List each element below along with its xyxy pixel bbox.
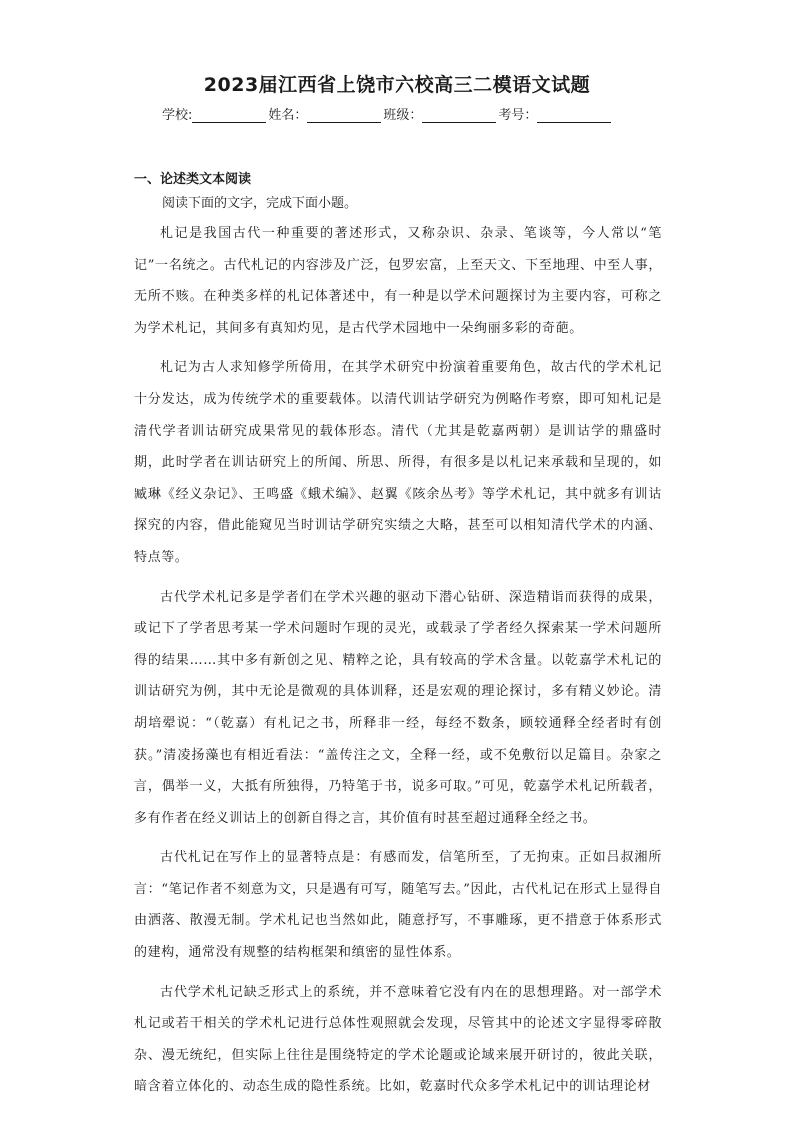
class-blank[interactable] <box>422 108 496 123</box>
school-blank[interactable] <box>192 108 266 123</box>
article-paragraph: 古代学术札记缺乏形式上的系统，并不意味着它没有内在的思想理路。对一部学术札记或若干相关的学术札记进行总体性观照就会发现，尽管其中的论述文字显得零碎散杂、漫无统纪，但实际上往往是围绕特定的学术论题或论域来展开研讨的，彼此关联，暗含着立体化的、动态生成的隐性系统。比如，乾嘉时代众多学术札记中的训诂理论材 <box>134 984 662 1095</box>
article-paragraph: 古代札记在写作上的显著特点是：有感而发，信笔所至，了无拘束。正如吕叔湘所言：“笔记作者不刻意为文，只是遇有可写，随笔写去。”因此，古代札记在形式上显得自由洒落、散漫无制。学术札记也当然如此，随意抒写，不事雕琢，更不措意于体系形式的建构，通常没有规整的结构框架和缜密的显性体系。 <box>134 850 662 961</box>
reading-instruction: 阅读下面的文字，完成下面小题。 <box>162 196 358 211</box>
exam-number-field <box>498 104 613 123</box>
article-paragraph: 札记是我国古代一种重要的著述形式，又称杂识、杂录、笔谈等，今人常以“笔记”一名统之。古代札记的内容涉及广泛，包罗宏富，上至天文、下至地理、中至人事，无所不赅。在种类多样的札记体著述中，有一种是以学术问题探讨为主要内容，可称之为学术札记，其间多有真知灼见，是古代学术园地中一朵绚丽多彩的奇葩。 <box>134 226 662 336</box>
page-title: 2023届江西省上饶市六校高三二模语文试题 <box>203 74 591 96</box>
article-paragraph: 札记为古人求知修学所倚用，在其学术研究中扮演着重要角色，故古代的学术札记十分发达，成为传统学术的重要载体。以清代训诂学研究为例略作考察，即可知札记是清代学者训诂研究成果常见的载体形态。清代（尤其是乾嘉两朝）是训诂学的鼎盛时期，此时学者在训诂研究上的所闻、所思、所得，有很多是以札记来承载和呈现的，如臧琳《经义杂记》、王鸣盛《蛾术编》、赵翼《陔余丛考》等学术札记，其中就多有训诂探究的内容，借此能窥见当时训诂学研究实绩之大略，甚至可以相知清代学术的内涵、特点等。 <box>134 360 662 565</box>
exam-number-label: 考号： <box>498 108 538 123</box>
article-paragraph: 古代学术札记多是学者们在学术兴趣的驱动下潜心钻研、深造精诣而获得的成果，或记下了学者思考某一学术问题时乍现的灵光，或载录了学者经久探索某一学术问题所得的结果……其中多有新创之见、精粹之论，具有较高的学术含量。以乾嘉学术札记的训诂研究为例，其中无论是微观的具体训释，还是宏观的理论探讨，多有精义妙论。清胡培翚说：“（乾嘉）有札记之书，所释非一经，每经不数条，顾较通释全经者时有创获。”清凌扬藻也有相近看法：“盖传注之文，全释一经，或不免敷衍以足篇目。杂家之言，偶举一义，大抵有所独得，乃特笔于书，说多可取。”可见，乾嘉学术札记所载者，多有作者在经义训诂上的创新自得之言，其价值有时甚至超过通释全经之书。 <box>134 589 662 826</box>
name-blank[interactable] <box>307 108 381 123</box>
school-field <box>162 104 268 123</box>
student-info-line <box>162 104 613 123</box>
class-label: 班级： <box>383 108 423 123</box>
name-label: 姓名： <box>268 108 308 123</box>
school-label: 学校: <box>162 108 193 123</box>
exam-number-blank[interactable] <box>537 108 611 123</box>
article-body <box>134 218 662 1111</box>
class-field <box>383 104 498 123</box>
name-field <box>268 104 383 123</box>
section-heading: 一、论述类文本阅读 <box>134 172 252 187</box>
